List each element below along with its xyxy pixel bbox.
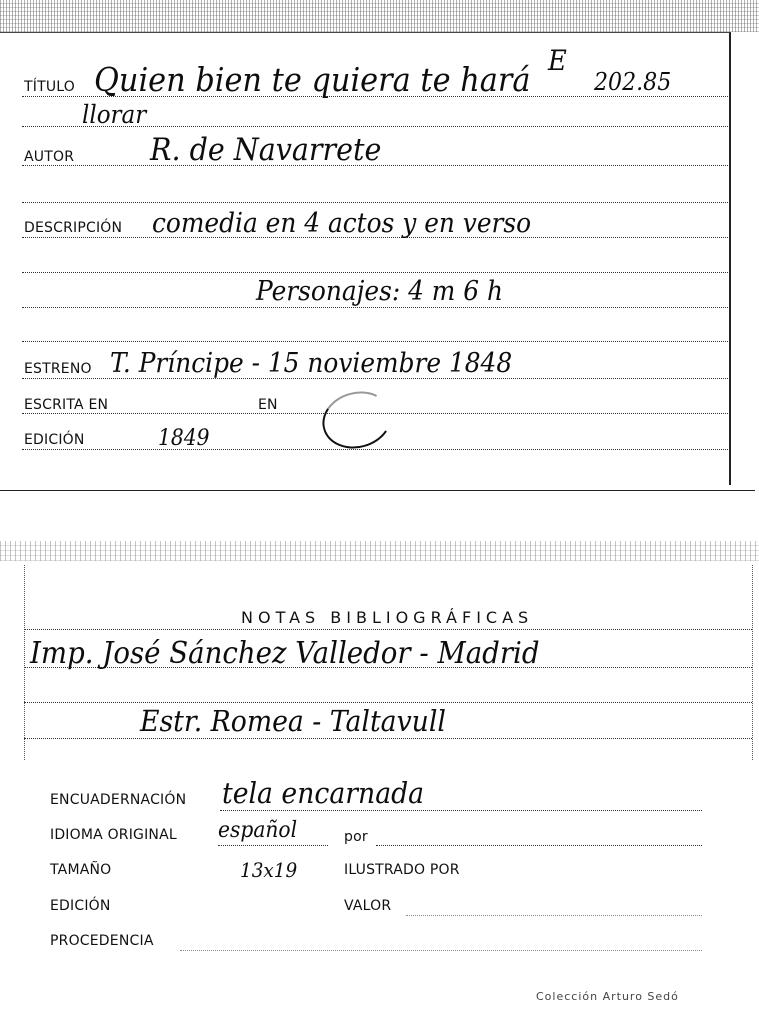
- left-dotted-border: [24, 565, 25, 760]
- edicion-value: 1849: [158, 426, 210, 451]
- por-label: por: [344, 829, 368, 845]
- idioma-label: IDIOMA ORIGINAL: [50, 827, 177, 843]
- encuadernacion-value: tela encarnada: [222, 776, 425, 810]
- escrita-en-label: ESCRITA EN: [24, 397, 109, 413]
- rule-por: [376, 845, 702, 846]
- estreno-value: T. Príncipe - 15 noviembre 1848: [110, 348, 513, 379]
- collection-credit: Colección Arturo Sedó: [536, 990, 679, 1003]
- rule-valor: [406, 915, 702, 916]
- estreno-label: ESTRENO: [24, 361, 92, 377]
- encuadernacion-label: ENCUADERNACIÓN: [50, 792, 187, 808]
- en-label: EN: [258, 397, 278, 413]
- rule-notas-3: [24, 702, 752, 703]
- rule-personajes: [22, 307, 728, 308]
- rule-notas-4: [24, 738, 752, 739]
- tamano-value: 13x19: [240, 858, 298, 882]
- rule-edicion: [22, 449, 728, 450]
- rule-idioma: [218, 845, 328, 846]
- catalog-mark: E: [548, 44, 567, 77]
- rule-blank-1: [22, 202, 728, 203]
- descripcion-label: DESCRIPCIÓN: [24, 220, 123, 236]
- procedencia-label: PROCEDENCIA: [50, 933, 154, 949]
- notas-line-2: Estr. Romea - Taltavull: [140, 704, 446, 738]
- notas-heading: NOTAS BIBLIOGRÁFICAS: [241, 608, 534, 627]
- tamano-label: TAMAÑO: [50, 862, 112, 878]
- titulo-extra: llorar: [82, 100, 147, 129]
- rule-procedencia: [180, 950, 702, 951]
- rule-notas-1: [24, 629, 752, 630]
- scan-noise-top: [0, 0, 759, 32]
- autor-label: AUTOR: [24, 149, 75, 165]
- idioma-value: español: [218, 818, 298, 843]
- scan-noise-middle: [0, 541, 759, 561]
- rule-blank-3: [22, 341, 728, 342]
- catalog-number: 202.85: [594, 68, 672, 96]
- right-dotted-border: [752, 565, 753, 760]
- notas-line-1: Imp. José Sánchez Valledor - Madrid: [30, 636, 540, 671]
- edicion-label: EDICIÓN: [24, 432, 85, 448]
- valor-label: VALOR: [344, 898, 392, 914]
- titulo-label: TÍTULO: [24, 79, 75, 95]
- card-bottom-rule: [0, 490, 755, 491]
- edicion-detail-label: EDICIÓN: [50, 898, 111, 914]
- descripcion-value: comedia en 4 actos y en verso: [152, 208, 532, 239]
- rule-blank-2: [22, 272, 728, 273]
- rule-encuadernacion: [220, 810, 702, 811]
- titulo-value: Quien bien te quiera te hará: [94, 60, 531, 99]
- ilustrado-label: ILUSTRADO POR: [344, 862, 460, 878]
- autor-value: R. de Navarrete: [150, 132, 382, 168]
- personajes-value: Personajes: 4 m 6 h: [256, 276, 503, 307]
